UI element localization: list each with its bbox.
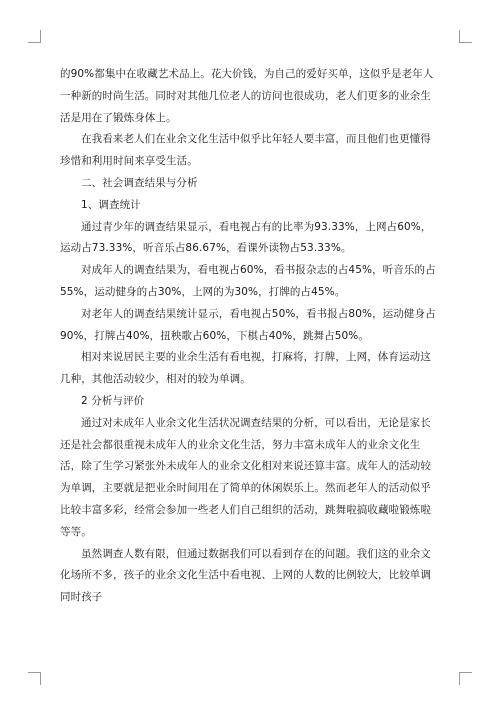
- crop-mark-bottom-left: [28, 672, 41, 685]
- subheading-analysis: 2 分析与评价: [81, 394, 145, 407]
- paragraph-analysis: 通过对未成年人业余文化生活状况调查结果的分析，可以看出，无论是家长还是社会都很重视未成年人的业余文化生活，努力丰富未成年人的业余文化生活，除了生学习紧张外未成年人的业余文化相对来说还算丰富。成年人的活动较为单调，主要就是把业余时间用在了简单的休闲娱乐上。然而老年人的活动似乎比较丰富多彩，经常会参加一些老人们自己组织的活动，跳舞啦搞收藏啦锻炼啦等等。: [60, 416, 431, 538]
- section-heading-results: 二、社会调查结果与分析: [81, 176, 198, 189]
- paragraph-youth-stats: 通过青少年的调查结果显示，看电视占有的比率为93.33%，上网占60%，运动占73.33%，听音乐占86.67%，看课外读物占53.33%。: [60, 220, 432, 255]
- document-body: [60, 64, 440, 609]
- subheading-statistics: 1、调查统计: [81, 198, 141, 211]
- paragraph-problems: 虽然调查人数有限，但通过数据我们可以看到存在的问题。我们这的业余文化场所不多，孩子的业余文化生活中看电视、上网的人数的比例较大，比较单调同时孩子: [60, 547, 431, 604]
- paragraph-collecting-art: 的90%都集中在收藏艺术品上。花大价钱，为自己的爱好买单，这似乎是老年人一种新的时尚生活。同时对其他几位老人的访问也很成功，老人们更多的业余生活是用在了锻炼身体上。: [60, 68, 434, 124]
- paragraph-main-activities: 相对来说居民主要的业余生活有看电视，打麻将，打牌，上网，体育运动这几种，其他活动较少，相对的较为单调。: [60, 351, 431, 386]
- paragraph-elderly-richer: 在我看来老人们在业余文化生活中似乎比年轻人要丰富，而且他们也更懂得珍惜和利用时间来享受生活。: [60, 133, 431, 168]
- paragraph-elderly-stats: 对老年人的调查结果统计显示，看电视占50%，看书报占80%，运动健身占90%，打牌占40%，扭秧歌占60%，下棋占40%，跳舞占50%。: [60, 307, 436, 342]
- paragraph-adult-stats: 对成年人的调查结果为，看电视占60%，看书报杂志的占45%，听音乐的占55%，运动健身的占30%，上网的为30%，打牌的占45%。: [60, 264, 436, 298]
- crop-mark-bottom-right: [459, 672, 472, 685]
- crop-mark-top-left: [28, 30, 41, 43]
- crop-mark-top-right: [459, 30, 472, 43]
